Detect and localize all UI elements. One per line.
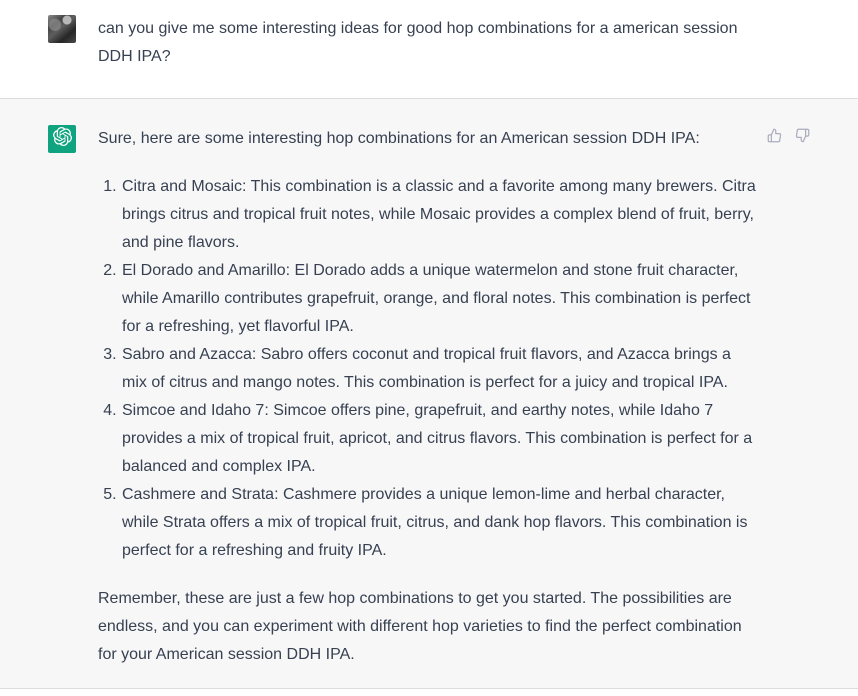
list-item: 5. Cashmere and Strata: Cashmere provides a unique lemon-lime and herbal character, while Strata offers a mix of tropical fruit, citrus, and dank hop flavors. This combination is perfect for a refreshing and fruity IPA. <box>121 481 756 565</box>
list-item: 3. Sabro and Azacca: Sabro offers coconut and tropical fruit flavors, and Azacca brings a mix of citrus and mango notes. This combination is perfect for a juicy and tropical IPA. <box>121 341 756 397</box>
chatgpt-avatar <box>48 125 76 153</box>
assistant-outro: Remember, these are just a few hop combinations to get you started. The possibilities are endless, and you can experiment with different hop varieties to find the perfect combination for your American session DDH IPA. <box>98 590 742 663</box>
thumbs-up-button[interactable] <box>767 128 782 143</box>
assistant-message <box>98 125 756 669</box>
thumbs-down-button[interactable] <box>795 128 810 143</box>
openai-logo-icon <box>53 127 72 151</box>
hop-combinations-list <box>98 173 756 565</box>
user-avatar <box>48 15 76 43</box>
list-item: 4. Simcoe and Idaho 7: Simcoe offers pine, grapefruit, and earthy notes, while Idaho 7 provides a mix of tropical fruit, apricot, and citrus flavors. This combination is perfect for a balanced and complex IPA. <box>121 397 756 481</box>
thumbs-up-icon <box>767 131 782 146</box>
assistant-intro: Sure, here are some interesting hop combinations for an American session DDH IPA: <box>98 130 700 147</box>
feedback-controls <box>767 128 810 143</box>
user-message-text: can you give me some interesting ideas for good hop combinations for a american session DDH IPA? <box>98 20 738 65</box>
user-turn <box>0 0 858 98</box>
assistant-turn <box>0 98 858 689</box>
user-message <box>98 15 756 71</box>
list-item: 2. El Dorado and Amarillo: El Dorado adds a unique watermelon and stone fruit character, while Amarillo contributes grapefruit, orange, and floral notes. This combination is perfect for a refreshing, yet flavorful IPA. <box>121 257 756 341</box>
list-item: 1. Citra and Mosaic: This combination is a classic and a favorite among many brewers. Citra brings citrus and tropical fruit notes, while Mosaic provides a complex blend of fruit, berry, and pine flavors. <box>121 173 756 257</box>
thumbs-down-icon <box>795 131 810 146</box>
